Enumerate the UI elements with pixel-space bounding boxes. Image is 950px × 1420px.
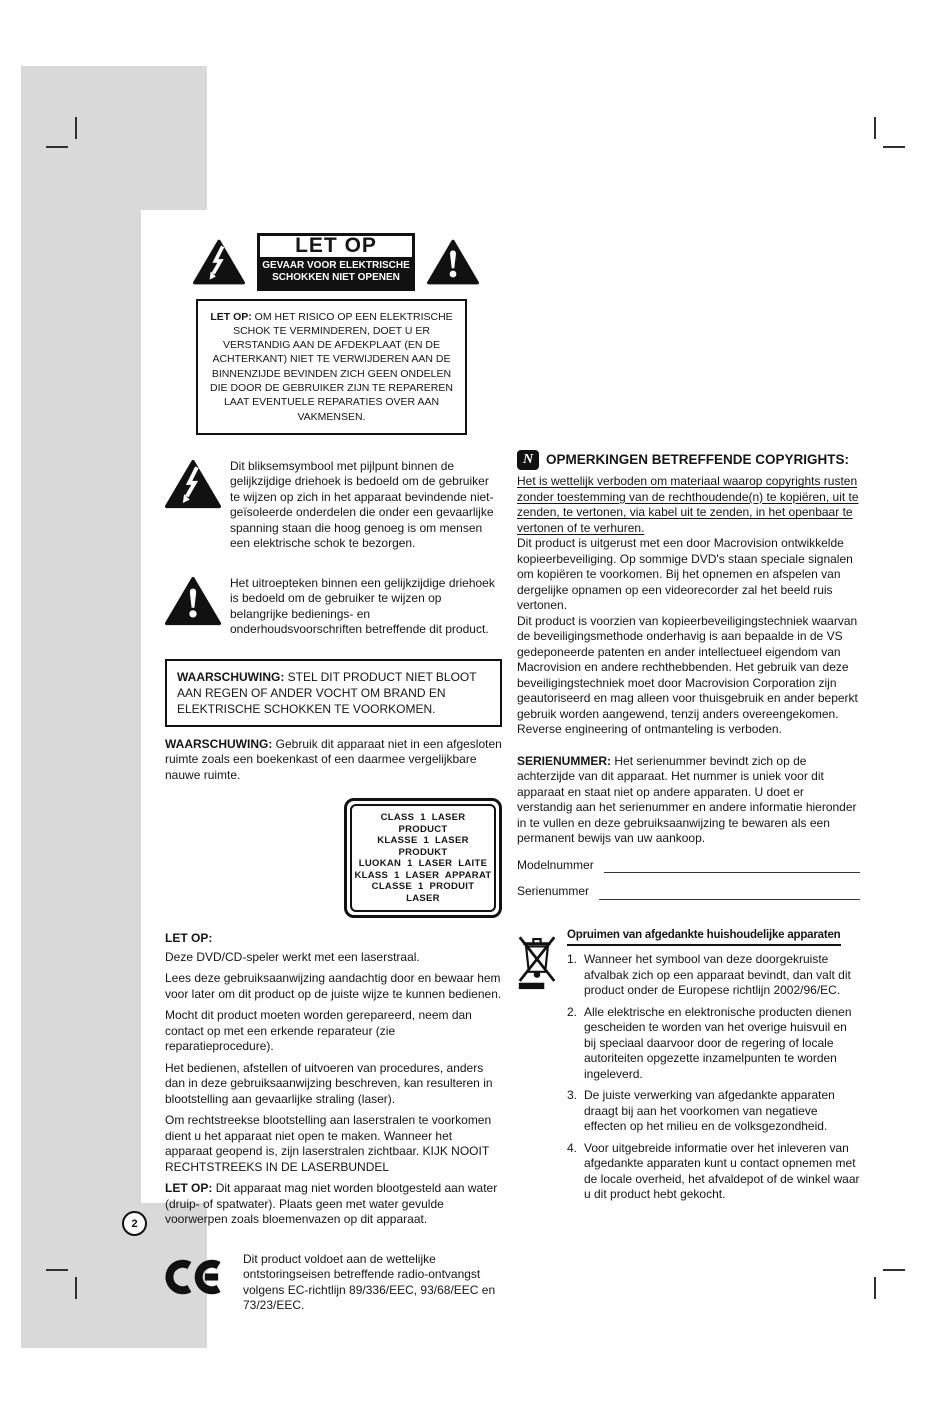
lightning-symbol-note [165,459,502,552]
warning-note-lead: WAARSCHUWING: [165,736,273,751]
crop-mark-bottom-left-h [46,1269,68,1271]
lightning-triangle-icon [193,239,245,285]
scan-gray-band-top [141,66,207,210]
laser-caution-paragraph: Lees deze gebruiksaanwijzing aandachtig door en bewaar hem voor later om dit product op de juiste wijze te kunnen bedienen. [165,971,502,1001]
laser-label-line: CLASSE 1 PRODUIT LASER [371,881,475,904]
caution-box-lead: LET OP: [210,310,252,323]
exclamation-triangle-icon [165,576,221,626]
serial-number-row [517,884,860,900]
warning-note-text: Gebruik dit apparaat niet in een afgesloten ruimte zoals een boekenkast of een daarmee vergelijkbare nauwe ruimte. [165,736,502,782]
warning-box [165,659,502,727]
copyrights-paragraph: Dit product is uitgerust met een door Macrovision ontwikkelde kopieerbeveiliging. Op sommige DVD's staan speciale signalen om kopiëren te voorkomen. Bij het opnemen en afspelen van dergelijke opnamen op een videorecorder zal het beeld ruis vertonen. [517,536,853,612]
weee-list-item: 1. Wanneer het symbool van deze doorgekruiste afvalbak zich op een apparaat bevindt, dan valt dit product onder de Europese richtlijn 2002/96/EC. [567,952,851,997]
laser-caution-paragraph: Om rechtstreekse blootstelling aan laserstralen te voorkomen dient u het apparaat niet open te maken. Wanneer het apparaat geopend is, zijn laserstralen zichtbaar. KIJK NOOIT RECHTSTREEKS IN DE LASERBUNDEL [165,1113,492,1174]
model-number-label: Modelnummer [517,857,594,872]
laser-label-line: LUOKAN 1 LASER LAITE [358,858,488,870]
weee-heading: Opruimen van afgedankte huishoudelijke apparaten [567,928,841,947]
caution-box-text: OM HET RISICO OP EEN ELEKTRISCHE SCHOK TE VERMINDEREN, DOET U ER VERSTANDIG AAN DE AFDEKPLAAT (EN DE ACHTERKANT) NIET TE VERWIJDEREN AAN DE BINNENZIJDE BEVINDEN ZICH GEEN ONDELEN DIE DOOR DE GEBRUIKER ZIJN TE REPAREREN LAAT EVENTUELE REPARATIES OVER AAN VAKMENSEN. [210,310,453,423]
ce-notice-text: Dit product voldoet aan de wettelijke ontstoringseisen betreffende radio-ontvangst volgens EC-richtlijn 89/336/EEC, 93/68/EEC en 73/23/EEC. [243,1251,496,1313]
copyrights-heading-row [517,450,860,470]
laser-caution-final [165,1181,502,1228]
weee-crossed-bin-icon [517,927,557,993]
note-icon: N [517,450,539,470]
laser-label-line: CLASS 1 LASER PRODUCT [380,812,466,835]
copyrights-paragraph: Dit product is voorzien van kopieerbeveiligingstechniek waarvan de beveiligingsmethode onderhavig is aan bepaalde in de VS gedeponeerde patenten en ander intellectueel eigendom van Macrovision en andere rechthebbenden. Het gebruik van deze beveiligingstechniek moet door Macrovision Corporation zijn geautoriseerd en mag alleen voor thuisgebruik en ander beperkt gebruik worden aangewend, tenzij anders overeengekomen. Reverse engineering of ontmanteling is verboden. [517,613,858,736]
lightning-symbol-text: Dit bliksemsymbool met pijlpunt binnen de gelijkzijdige driehoek is bedoeld om de gebruiker te wijzen op zich in het apparaat bevindende niet-geïsoleerde onderdelen die onder een gevaarlijke spanning staan die hoog genoeg is om mensen een elektrische schok te bezorgen. [230,458,494,551]
weee-list [567,952,860,1203]
weee-list-item: 2. Alle elektrische en elektronische producten dienen gescheiden te worden van het overige huisvuil en bij speciaal daarvoor door de regering of locale autoriteiten opgezette inzamelpunten te worden ingeleverd. [567,1004,852,1081]
weee-list-item: 4. Voor uitgebreide informatie over het inleveren van afgedankte apparaten kunt u contact opnemen met de locale overheid, het afvaldepot of de winkel waar u dit product hebt gekocht. [567,1140,860,1201]
right-column [517,450,860,1209]
crop-mark-top-left-h [46,146,68,148]
weee-list-item: 3. De juiste verwerking van afgedankte apparaten draagt bij aan het voorkomen van negatieve effecten op het milieu en de volksgezondheid. [567,1088,835,1133]
laser-label-line: KLASS 1 LASER APPARAT [354,869,492,881]
serial-number-blank-line [599,885,860,900]
page-number: 2 [131,1217,138,1230]
model-number-row [517,858,860,874]
caution-label-box [257,233,415,291]
weee-disposal-section [517,927,860,1209]
caution-subtitle: GEVAAR VOOR ELEKTRISCHE SCHOKKEN NIET OPENEN [260,257,412,288]
crop-mark-top-right-h [883,146,905,148]
model-number-blank-line [604,858,860,873]
exclamation-triangle-icon [427,239,479,285]
crop-mark-bottom-left-v [75,1277,77,1299]
class1-laser-label [344,798,502,918]
caution-header-graphic [193,233,485,291]
caution-text-box [196,299,467,435]
crop-mark-top-right-v [874,117,876,139]
laser-caution-final-lead: LET OP: [165,1181,213,1196]
laser-caution-heading: LET OP: [165,931,213,946]
page-number-badge [122,1211,147,1236]
lightning-triangle-icon [165,459,221,509]
copyrights-heading: OPMERKINGEN BETREFFENDE COPYRIGHTS: [546,452,850,468]
warning-box-text: STEL DIT PRODUCT NIET BLOOT AAN REGEN OF ANDER VOCHT OM BRAND EN ELEKTRISCHE SCHOKKEN TE VOORKOMEN. [177,669,477,716]
serial-number-paragraph [517,754,860,847]
warning-note [165,737,502,784]
laser-caution-paragraph: Deze DVD/CD-speler werkt met een laserstraal. [165,949,420,964]
laser-caution-paragraph: Mocht dit product moeten worden gerepareerd, neem dan contact op met een erkende reparateur (zie reparatieprocedure). [165,1008,472,1054]
exclamation-symbol-note [165,576,502,638]
serial-number-label: Serienummer [517,884,590,898]
crop-mark-top-left-v [75,117,77,139]
scan-gray-band [21,66,141,1348]
warning-box-lead: WAARSCHUWING: [177,669,285,684]
laser-caution-paragraph: Het bedienen, afstellen of uitvoeren van procedures, anders dan in deze gebruiksaanwijzing beschreven, kan resulteren in blootstelling aan gevaarlijke straling (laser). [165,1060,493,1106]
crop-mark-bottom-right-h [883,1269,905,1271]
left-column [165,233,502,1314]
caution-title: LET OP [260,236,412,257]
serial-number-text: Het serienummer bevindt zich op de achterzijde van dit apparaat. Het nummer is uniek voor dit apparaat en staat niet op andere apparaten. U doet er verstandig aan het serienummer en andere informatie hieronder in te vullen en deze gebruiksaanwijzing te bewaren als een permanent bewijs van uw aankoop. [517,753,857,845]
copyrights-legal-text: Het is wettelijk verboden om materiaal waarop copyrights rusten zonder toestemming van de rechthoudende(n) te kopiëren, uit te zenden, te vertonen, via kabel uit te zenden, in het openbaar te vertonen of te verhuren. [517,474,859,535]
crop-mark-bottom-right-v [874,1277,876,1299]
laser-label-line: KLASSE 1 LASER PRODUKT [377,835,469,858]
laser-caution-final-text: Dit apparaat mag niet worden blootgesteld aan water (druip- of spatwater). Plaats geen met water gevulde voorwerpen zoals bloemenvazen op dit apparaat. [165,1181,498,1227]
exclamation-symbol-text: Het uitroepteken binnen een gelijkzijdige driehoek is bedoeld om de gebruiker te wijzen op belangrijke bedienings- en onderhoudsvoorschriften betreffende dit product. [230,575,495,637]
ce-notice [165,1252,502,1314]
serial-number-lead: SERIENUMMER: [517,753,612,768]
ce-mark-icon [165,1256,227,1298]
